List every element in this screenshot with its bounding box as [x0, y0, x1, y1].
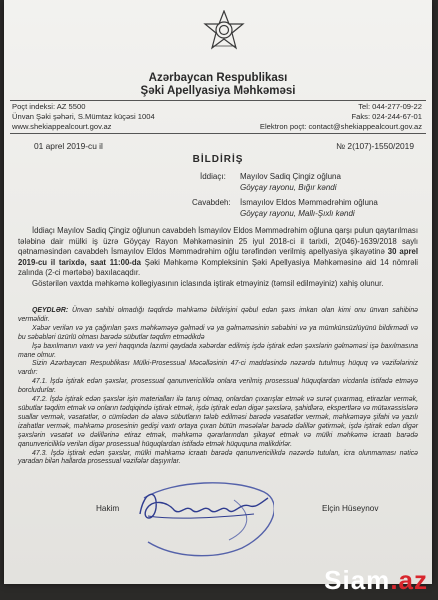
note-3: İşə baxılmanın vaxtı və yeri haqqında lazımi qaydada xəbərdar edilmiş işdə iştirak edən şəxslərin gəlməməsi işə baxılmasına mane olmur. [18, 342, 418, 359]
hearing-time: 30 aprel 2019-cu il tarixdə, saat 11:00-da [18, 247, 419, 267]
signature-icon [134, 480, 274, 530]
document-date: 01 aprel 2019-cu il [34, 141, 103, 151]
plaintiff-name: Mayılov Sadiq Çingiz oğluna [240, 172, 341, 181]
watermark-tld: .az [390, 565, 428, 595]
notes-section [18, 307, 418, 467]
postal-code: Poçt indeksi: AZ 5500 [12, 102, 86, 111]
plaintiff-address: Göyçay rayonu, Bığır kəndi [240, 182, 337, 192]
fax: Faks: 024-244-67-01 [351, 112, 422, 121]
site-watermark: Siam.az [324, 565, 428, 595]
notice-paragraph-2: Göstərilən vaxtda məhkəmə kollegiyasının iclasında iştirak etməyiniz (təmsil edilməyiniz) xahiş olunur. [32, 278, 384, 288]
defendant-label: Cavabdeh: [192, 198, 231, 207]
defendant-address: Göyçay rayonu, Mallı-Şıxlı kəndi [240, 208, 355, 218]
note-2: Xəbər verilən və ya çağırılan şəxs məhkəməyə gəlmədi və ya gəlməməsinin səbəbini və ya mümkünsüzlüyünü bildirmədi və bu səbəbləri üzürlü olması barədə sübutlar təqdim etmədikdə [18, 324, 418, 341]
signer-name: Elçin Hüseynov [322, 504, 379, 513]
notice-body [18, 226, 418, 290]
note-1: QEYDLƏR: Ünvan sahibi olmadığı təqdirdə məhkəmə bildirişini qəbul edən şəxs imkan olan kimi onu ünvan sahibinə vermәlidir. [18, 307, 418, 323]
note-6: 47.2. İşdə iştirak edən şəxslər işin materialları ilə tanış olmaq, onlardan çıxarışlar etmək və surət çıxarmaq, etirazlar vermək, sübutlar təqdim etmək və onların tədqiqində iştirak etmək, işdə iştirak edən digər şəxslərə, şahidlərə, ekspertlərə və mütəxəssislərə suallar vermək, vəsatətlər, o cümlədən də əlavə sübutların tələb edilməsi barədə vəsatətlər vermək, məhkəməyə şifahi və yazılı izahatlar vermək, məhkəmə prosesinin gedişi vaxtı ortaya çıxan bütün məsələlər barədə dəlillər gətirmək, işdə iştirak edən digər şəxslərin vəsatət və dəlillərinə etiraz etmək, məhkəmə qərarlarından şikayət etmək və mülki məhkəmə icraatı barədə qanunvericiliklə verilən digər prosessual hüquqlardan istifadə etmək hüququna malikdirlər. [18, 396, 418, 448]
document-number: № 2(107)-1550/2019 [336, 141, 414, 151]
court-name: Şəki Apellyasiya Məhkəməsi [140, 85, 296, 97]
website: www.shekiappealcourt.gov.az [12, 122, 112, 131]
notice-paragraph-1: İddiaçı Mayılov Sadiq Çingiz oğlunun cavabdeh İsmayılov Eldos Məmmədrəhim oğluna qarşı pulun qaytarılması tələbinə dair mülki iş üzrə Göyçay Rayon Məhkəməsinin 25 iyul 2018-ci il tarixli, 2(046)-1639/2018 saylı qətnaməsindən cavabdeh İsmayılov Eldos Məmmədrəhim oğlu tərəfindən verilmiş apellyasiya şikayətinə 30 aprel 2019-cu il tarixdə, saat 11:00-da Şəki Məhkəmə Kompleksinin Şəki Apellyasiya Məhkəməsinə aid 14 nömrəli zalında (2-ci mərtəbə) baxılacaqdır. [18, 226, 419, 278]
signer-role: Hakim [96, 504, 120, 513]
plaintiff-label: İddiaçı: [200, 172, 226, 181]
court-country: Azərbaycan Respublikası [148, 72, 288, 84]
header-divider-top [10, 100, 426, 101]
note-5: 47.1. İşdə iştirak edən şəxslər, prosessual qanunvericiliklə onlara verilmiş prosessual hüquqlardan vicdanla istifadə etməyə borcludurlar. [18, 378, 418, 395]
address: Ünvan Şəki şəhəri, S.Mümtaz küçəsi 1004 [12, 112, 155, 121]
telephone: Tel: 044-277-09-22 [358, 102, 422, 111]
email: Elektron poçt: contact@shekiappealcourt.gov.az [259, 122, 422, 131]
header-divider-bottom [10, 133, 426, 134]
state-emblem-icon [203, 10, 245, 52]
note-7: 47.3. İşdə iştirak edən şəxslər, mülki məhkəmə icraatı barədə qanunvericilikdə nəzərdə tutulan, icra olunmaması nəticə yaradan bilən hallarda prosessual vəzifələr daşıyırlar. [18, 449, 418, 466]
document-heading: BİLDİRİŞ [192, 154, 244, 165]
note-4: Sizin Azərbaycan Respublikası Mülki-Prosessual Məcəlləsinin 47-ci maddəsində nəzərdə tutulmuş hüquq və vəzifələriniz vardır: [18, 360, 418, 377]
notes-label: QEYDLƏR: [32, 307, 69, 314]
notice-document [4, 0, 432, 584]
defendant-name: İsmayılov Eldos Məmmədrəhim oğluna [240, 198, 378, 207]
